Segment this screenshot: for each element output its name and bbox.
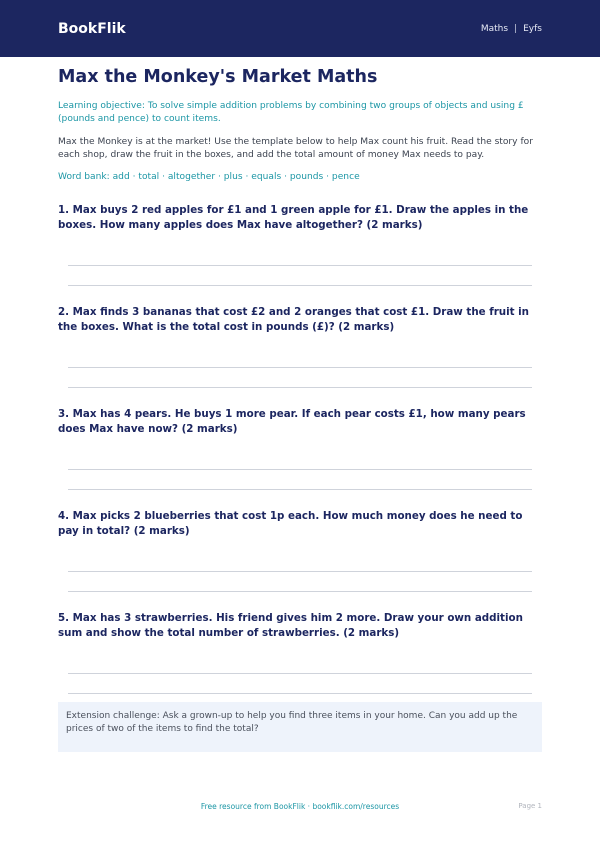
question-5 xyxy=(58,611,542,641)
intro-text: Max the Monkey is at the market! Use the template below to help Max count his fruit. Read the story for each shop, draw the fruit in the boxes, and add the total amount of money Max needs to pay. xyxy=(58,137,533,160)
answer-line[interactable] xyxy=(68,265,532,266)
question-4 xyxy=(58,509,542,539)
header-meta xyxy=(481,24,542,34)
page-title: Max the Monkey's Market Maths xyxy=(58,67,378,87)
brand-logo[interactable]: BookFlik xyxy=(58,20,126,37)
page-number: Page 1 xyxy=(518,802,542,810)
answer-line[interactable] xyxy=(68,387,532,388)
page-header xyxy=(0,0,600,57)
answer-line[interactable] xyxy=(68,571,532,572)
footer-resource-link[interactable]: Free resource from BookFlik · bookflik.com/resources xyxy=(200,802,400,811)
word-bank: Word bank: add · total · altogether · plus · equals · pounds · pence xyxy=(58,172,360,182)
answer-line[interactable] xyxy=(68,591,532,592)
subject-label: Maths xyxy=(480,23,509,34)
question-text: 3. Max has 4 pears. He buys 1 more pear. If each pear costs £1, how many pears does Max have now? (2 marks) xyxy=(58,408,526,435)
question-text: 1. Max buys 2 red apples for £1 and 1 green apple for £1. Draw the apples in the boxes. How many apples does Max have altogether? (2 marks) xyxy=(58,204,529,231)
answer-line[interactable] xyxy=(68,367,532,368)
worksheet-intro xyxy=(58,67,542,184)
page-footer xyxy=(0,802,600,816)
answer-line[interactable] xyxy=(68,469,532,470)
answer-line[interactable] xyxy=(68,693,532,694)
question-1 xyxy=(58,203,542,233)
question-2 xyxy=(58,305,542,335)
question-text: 5. Max has 3 strawberries. His friend gives him 2 more. Draw your own addition sum and show the total number of strawberries. (2 marks) xyxy=(58,612,523,639)
extension-challenge: Extension challenge: Ask a grown-up to help you find three items in your home. Can you add up the prices of two of the items to find the total? xyxy=(58,702,542,752)
learning-objective: Learning objective: To solve simple addition problems by combining two groups of objects and using £ (pounds and pence) to count items. xyxy=(58,101,524,124)
question-3 xyxy=(58,407,542,437)
answer-line[interactable] xyxy=(68,673,532,674)
answer-line[interactable] xyxy=(68,489,532,490)
question-text: 2. Max finds 3 bananas that cost £2 and 2 oranges that cost £1. Draw the fruit in the boxes. What is the total cost in pounds (£)? (2 marks) xyxy=(58,306,530,333)
question-text: 4. Max picks 2 blueberries that cost 1p each. How much money does he need to pay in total? (2 marks) xyxy=(58,510,523,537)
meta-separator: | xyxy=(514,23,518,34)
level-label: Eyfs xyxy=(523,23,542,34)
answer-line[interactable] xyxy=(68,285,532,286)
